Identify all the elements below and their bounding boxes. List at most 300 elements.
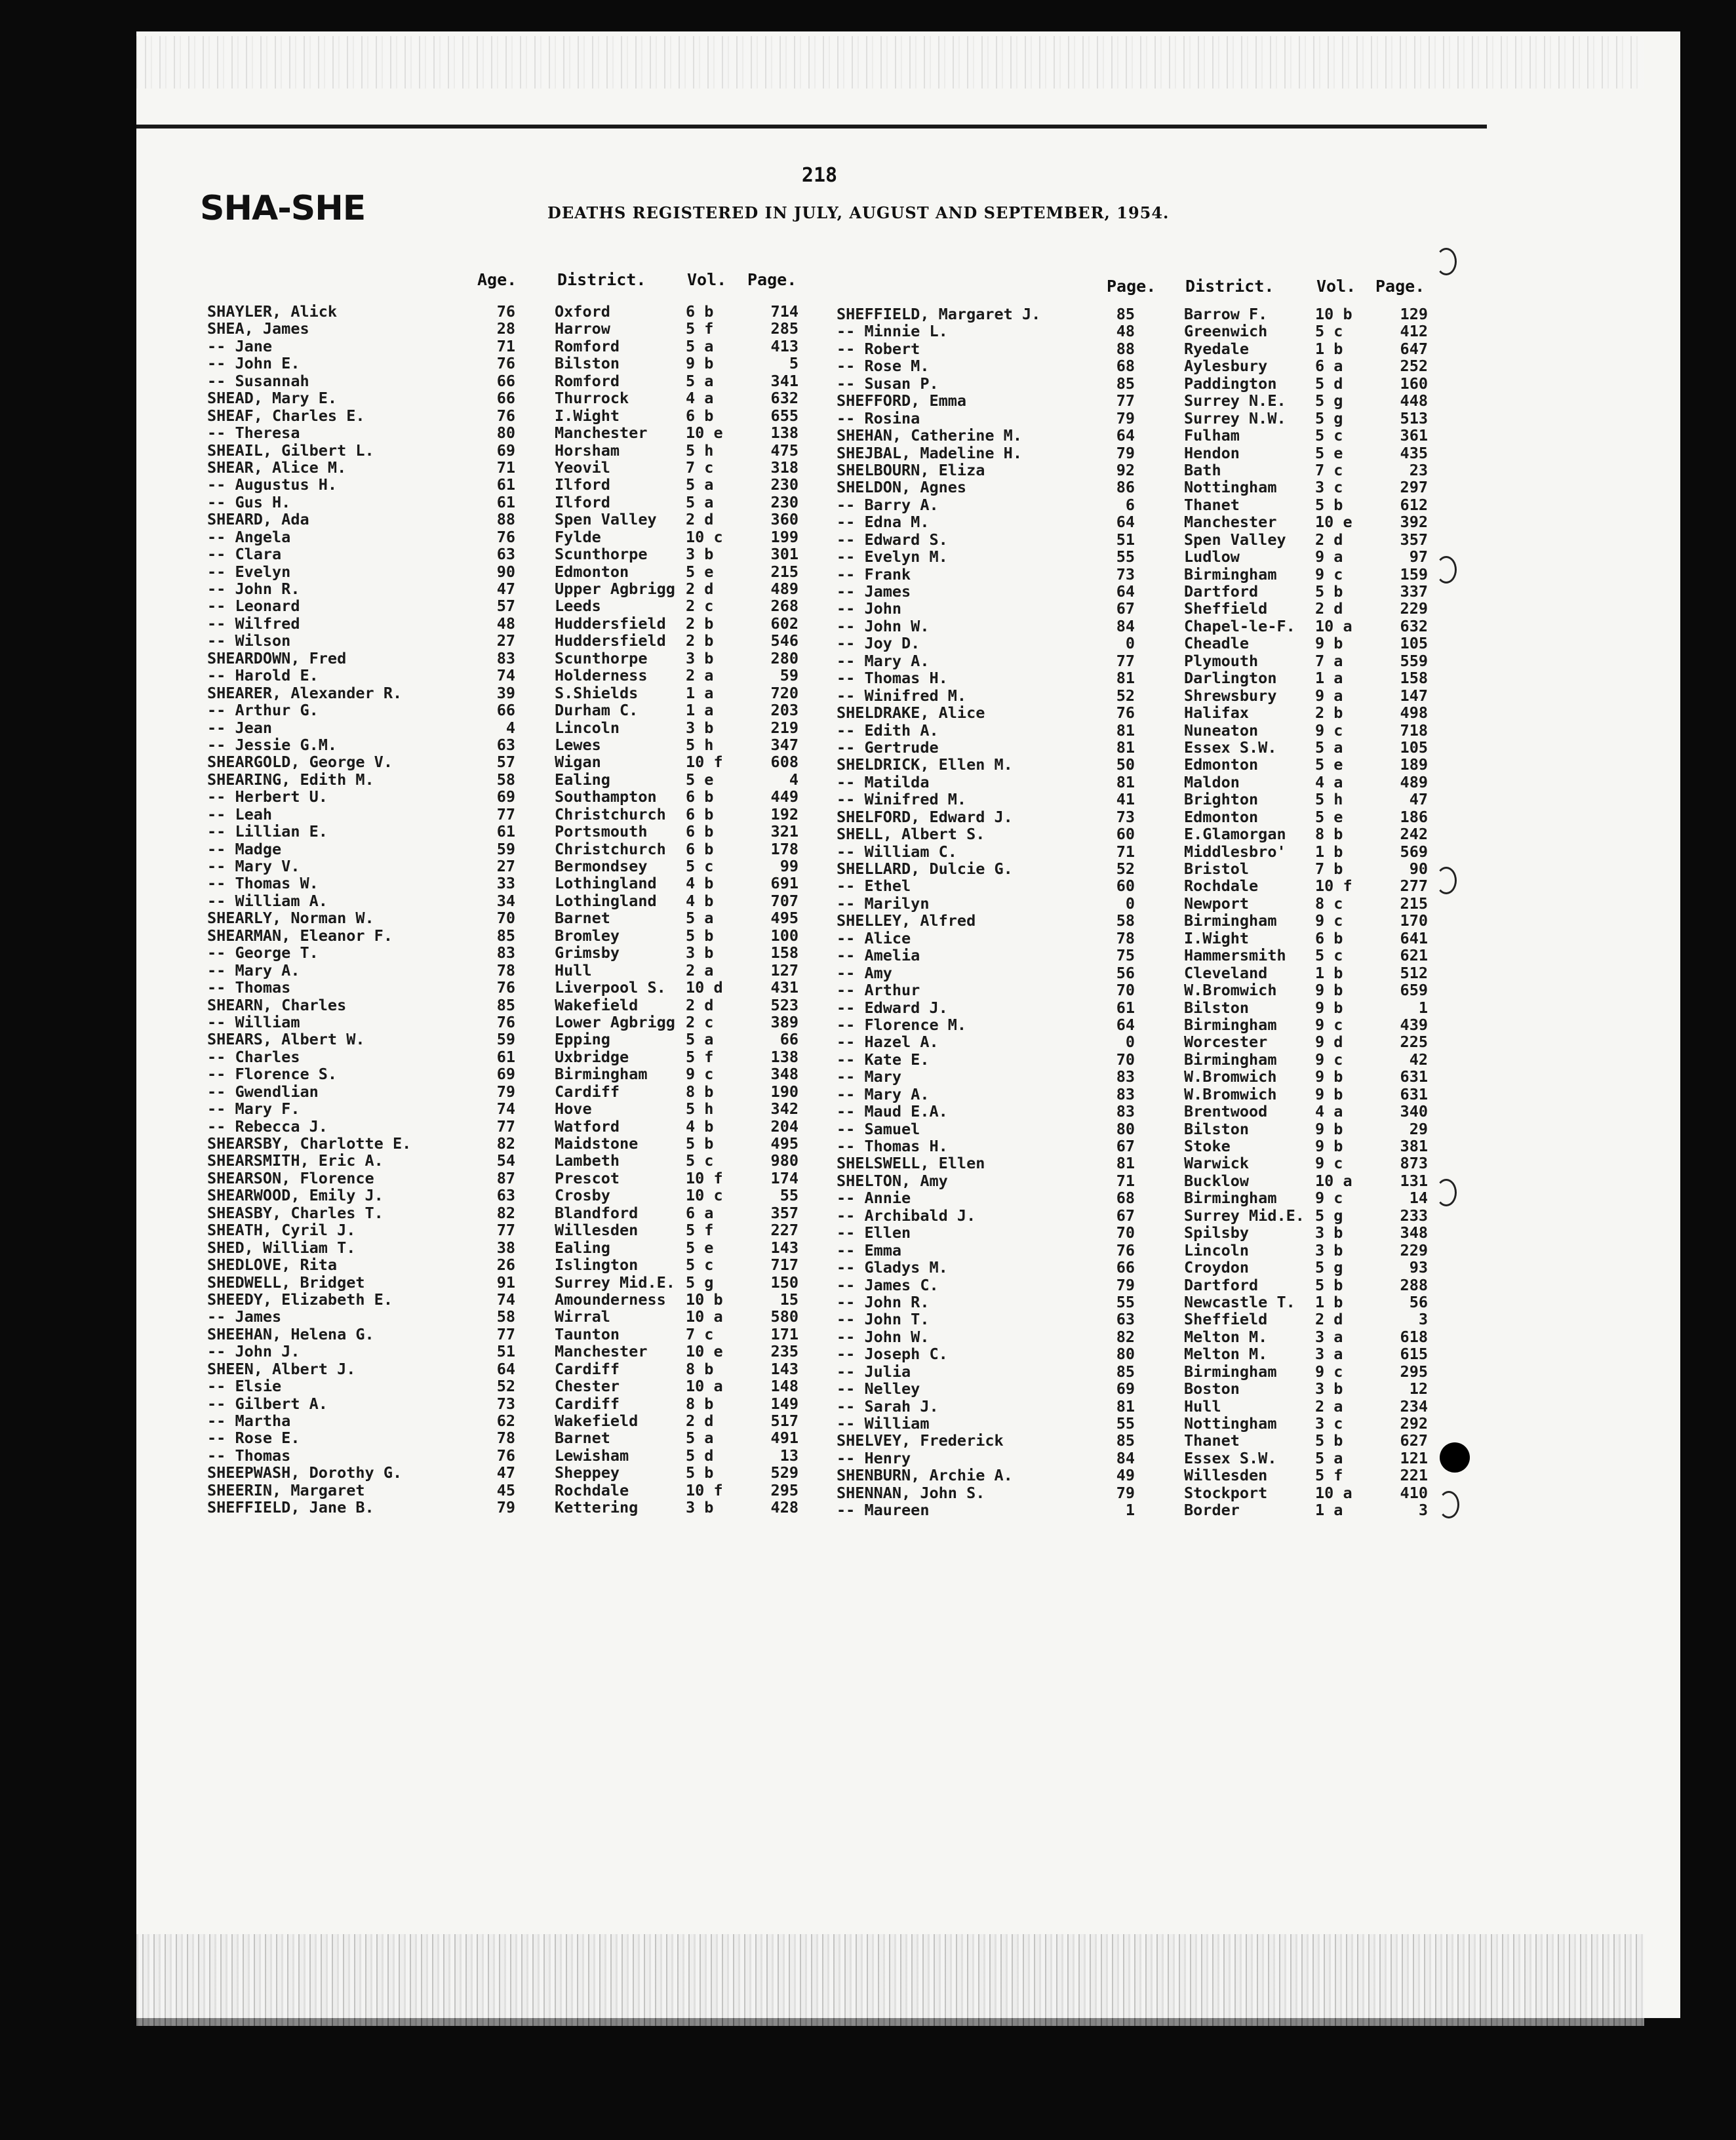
entry-district: Boston	[1184, 1379, 1240, 1398]
entry-page: 158	[770, 943, 799, 962]
entry-district: Nuneaton	[1184, 721, 1259, 740]
entry-page: 15	[779, 1290, 799, 1309]
entry-district: Lincoln	[1184, 1240, 1250, 1259]
entry-name: SHEDWELL, Bridget	[207, 1273, 365, 1292]
entry-volume: 9 c	[1315, 911, 1343, 930]
entry-age: 67	[1116, 1206, 1135, 1225]
entry-age: 64	[1116, 582, 1135, 601]
entry-district: Thanet	[1184, 495, 1240, 514]
entry-name: -- Maud E.A.	[837, 1102, 948, 1121]
entry-volume: 5 h	[686, 441, 714, 460]
entry-name: SHELSWELL, Ellen	[837, 1154, 985, 1173]
entry-name: -- Thomas	[207, 1446, 291, 1465]
entry-name: -- Minnie L.	[837, 322, 948, 341]
entry-volume: 5 a	[1315, 1448, 1343, 1467]
entry-volume: 4 a	[686, 389, 714, 408]
entry-page: 3	[1418, 1310, 1428, 1329]
entry-name: -- Robert	[837, 339, 920, 358]
entry-volume: 9 b	[1315, 1067, 1343, 1086]
entry-district: Ryedale	[1184, 339, 1250, 358]
entry-district: Edmonton	[555, 562, 629, 581]
entry-district: Spilsby	[1184, 1223, 1250, 1242]
entry-age: 78	[496, 1429, 515, 1448]
entry-district: Bath	[1184, 460, 1221, 479]
entry-name: SHEARING, Edith M.	[207, 770, 374, 789]
entry-district: Surrey Mid.E.	[555, 1273, 675, 1292]
entry-district: Edmonton	[1184, 755, 1259, 774]
entry-name: -- Gilbert A.	[207, 1394, 328, 1413]
entry-age: 77	[1116, 651, 1135, 670]
entry-district: Bristol	[1184, 860, 1250, 878]
entry-volume: 5 a	[686, 909, 714, 928]
entry-district: Blandford	[555, 1203, 639, 1222]
entry-volume: 10 f	[686, 753, 723, 772]
entry-district: Brentwood	[1184, 1102, 1268, 1121]
entry-page: 559	[1400, 651, 1428, 670]
entry-district: W.Bromwich	[1184, 1084, 1277, 1103]
entry-age: 56	[1116, 963, 1135, 982]
entry-volume: 5 a	[1315, 738, 1343, 757]
entry-page: 431	[770, 978, 799, 997]
entry-age: 27	[496, 631, 515, 650]
entry-name: -- Elsie	[207, 1377, 282, 1396]
entry-name: SHEAR, Alice M.	[207, 458, 347, 477]
entry-volume: 5 c	[1315, 426, 1343, 445]
entry-name: -- Wilson	[207, 631, 291, 650]
entry-volume: 5 g	[686, 1273, 714, 1292]
entry-name: -- Thomas H.	[837, 669, 948, 688]
entry-page: 602	[770, 614, 799, 633]
entry-age: 64	[1116, 1015, 1135, 1034]
entry-age: 85	[496, 926, 515, 945]
entry-age: 49	[1116, 1466, 1135, 1485]
entry-age: 76	[496, 1446, 515, 1465]
entry-name: -- Gertrude	[837, 738, 939, 757]
entry-age: 55	[1116, 1292, 1135, 1311]
entry-volume: 5 c	[686, 1256, 714, 1275]
entry-district: Spen Valley	[1184, 530, 1286, 549]
entry-age: 59	[496, 839, 515, 858]
entry-age: 73	[1116, 807, 1135, 826]
entry-name: -- Florence S.	[207, 1065, 338, 1084]
entry-volume: 8 b	[686, 1359, 714, 1378]
entry-volume: 2 a	[1315, 1397, 1343, 1416]
entry-age: 77	[1116, 391, 1135, 410]
entry-name: SHEARSMITH, Eric A.	[207, 1151, 384, 1170]
entry-age: 73	[1116, 565, 1135, 584]
entry-district: Ilford	[555, 475, 610, 494]
entry-district: Cardiff	[555, 1082, 620, 1101]
entry-age: 91	[496, 1273, 515, 1292]
entry-volume: 5 e	[686, 1238, 714, 1257]
entry-district: Watford	[555, 1117, 620, 1136]
entry-district: Sheffield	[1184, 599, 1268, 618]
entry-volume: 5 g	[1315, 1206, 1343, 1225]
entry-district: Lambeth	[555, 1151, 620, 1170]
entry-volume: 5 e	[1315, 807, 1343, 826]
entry-name: -- Amelia	[837, 946, 920, 965]
entry-page: 647	[1400, 339, 1428, 358]
entry-volume: 8 b	[1315, 825, 1343, 844]
entry-name: SHELBOURN, Eliza	[837, 460, 985, 479]
entry-volume: 9 c	[1315, 721, 1343, 740]
entry-district: Manchester	[555, 424, 648, 443]
entry-page: 297	[1400, 478, 1428, 497]
entry-district: Grimsby	[555, 943, 620, 962]
entry-page: 357	[770, 1203, 799, 1222]
entry-page: 121	[1400, 1448, 1428, 1467]
entry-age: 67	[1116, 599, 1135, 618]
entry-page: 337	[1400, 582, 1428, 601]
entry-page: 348	[770, 1065, 799, 1084]
entry-name: -- Emma	[837, 1240, 902, 1259]
entry-age: 52	[496, 1377, 515, 1396]
entry-district: Hull	[1184, 1397, 1221, 1416]
entry-name: -- Arthur	[837, 981, 920, 1000]
entry-district: Taunton	[555, 1324, 620, 1343]
entry-district: Middlesbro'	[1184, 842, 1286, 861]
entry-district: Hull	[555, 961, 592, 980]
entry-volume: 10 e	[686, 1342, 723, 1361]
entry-volume: 5 b	[686, 926, 714, 945]
entry-age: 76	[496, 527, 515, 546]
entry-age: 45	[496, 1480, 515, 1499]
entry-volume: 5 b	[1315, 1275, 1343, 1294]
entry-age: 79	[496, 1498, 515, 1517]
entry-volume: 5 a	[686, 371, 714, 390]
entry-age: 77	[496, 1221, 515, 1240]
entry-page: 720	[770, 683, 799, 702]
entry-name: -- Ellen	[837, 1223, 911, 1242]
entry-volume: 5 b	[686, 1463, 714, 1482]
entry-name: -- Mary V.	[207, 857, 300, 875]
entry-name: -- Julia	[837, 1362, 911, 1381]
entry-age: 69	[1116, 1379, 1135, 1398]
entry-district: Melton M.	[1184, 1327, 1268, 1346]
entry-name: -- George T.	[207, 943, 319, 962]
entry-district: Romford	[555, 336, 620, 355]
entry-district: Bilston	[555, 354, 620, 373]
entry-name: SHEAD, Mary E.	[207, 389, 338, 408]
entry-district: Christchurch	[555, 804, 666, 823]
entry-name: -- Maureen	[837, 1501, 930, 1520]
entry-volume: 5 a	[686, 336, 714, 355]
entry-name: SHEARSBY, Charlotte E.	[207, 1134, 412, 1153]
entry-age: 85	[1116, 374, 1135, 393]
section-range-title: SHA-SHE	[200, 189, 366, 228]
entry-district: Brighton	[1184, 790, 1259, 809]
entry-age: 85	[496, 995, 515, 1014]
entry-page: 439	[1400, 1015, 1428, 1034]
entry-name: -- Amy	[837, 963, 892, 982]
entry-volume: 3 a	[1315, 1327, 1343, 1346]
entry-name: SHENBURN, Archie A.	[837, 1466, 1013, 1485]
entry-volume: 1 a	[686, 683, 714, 702]
right-header-page: Page.	[1375, 277, 1425, 296]
entry-volume: 9 c	[1315, 565, 1343, 584]
entry-volume: 9 b	[1315, 998, 1343, 1017]
entry-page: 14	[1409, 1189, 1428, 1208]
entry-district: Rochdale	[555, 1480, 629, 1499]
entry-age: 0	[1125, 634, 1135, 653]
entry-age: 92	[1116, 460, 1135, 479]
entry-district: S.Shields	[555, 683, 639, 702]
entry-age: 84	[1116, 616, 1135, 635]
entry-district: Thurrock	[555, 389, 629, 408]
entry-volume: 3 b	[1315, 1223, 1343, 1242]
entry-name: -- Edna M.	[837, 513, 930, 532]
entry-page: 873	[1400, 1154, 1428, 1173]
entry-page: 580	[770, 1307, 799, 1326]
entry-page: 143	[770, 1359, 799, 1378]
entry-age: 48	[1116, 322, 1135, 341]
entry-name: -- Martha	[207, 1412, 291, 1430]
page-number: 218	[801, 164, 838, 187]
entry-volume: 1 b	[1315, 1292, 1343, 1311]
entry-district: Ludlow	[1184, 547, 1240, 566]
entry-volume: 10 a	[1315, 1171, 1352, 1190]
entry-volume: 7 a	[1315, 651, 1343, 670]
entry-volume: 5 b	[1315, 495, 1343, 514]
entry-district: Manchester	[555, 1342, 648, 1361]
entry-age: 39	[496, 683, 515, 702]
entry-page: 215	[1400, 894, 1428, 913]
entry-name: -- Evelyn	[207, 562, 291, 581]
entry-page: 100	[770, 926, 799, 945]
entry-page: 127	[770, 961, 799, 980]
entry-name: -- Arthur G.	[207, 701, 319, 720]
entry-page: 93	[1409, 1258, 1428, 1277]
entry-volume: 2 d	[1315, 530, 1343, 549]
entry-volume: 5 d	[686, 1446, 714, 1465]
entry-district: Lower Agbrigg	[555, 1012, 675, 1031]
entry-name: -- Edward J.	[837, 998, 948, 1017]
entry-volume: 9 b	[1315, 634, 1343, 653]
entry-page: 285	[770, 319, 799, 338]
entry-page: 105	[1400, 738, 1428, 757]
entry-district: I.Wight	[555, 406, 620, 425]
entry-age: 67	[1116, 1137, 1135, 1155]
entry-name: SHEARLY, Norman W.	[207, 909, 374, 928]
entry-volume: 5 c	[686, 1151, 714, 1170]
entry-district: Wakefield	[555, 995, 639, 1014]
entry-volume: 5 e	[1315, 443, 1343, 462]
entry-page: 55	[779, 1186, 799, 1205]
entry-volume: 1 b	[1315, 339, 1343, 358]
entry-name: -- John W.	[837, 1327, 930, 1346]
entry-district: Worcester	[1184, 1033, 1268, 1052]
entry-page: 105	[1400, 634, 1428, 653]
binder-hole-dot	[1440, 1442, 1470, 1473]
entry-name: -- Alice	[837, 928, 911, 947]
entry-district: Lincoln	[555, 718, 620, 737]
entry-page: 204	[770, 1117, 799, 1136]
entry-name: -- Leah	[207, 804, 273, 823]
entry-district: Surrey N.W.	[1184, 408, 1286, 427]
right-header-age: Page.	[1107, 277, 1156, 296]
entry-age: 76	[496, 1012, 515, 1031]
entry-volume: 10 a	[1315, 1483, 1352, 1502]
entry-age: 52	[1116, 860, 1135, 878]
entry-name: -- Herbert U.	[207, 787, 328, 806]
entry-volume: 9 d	[1315, 1033, 1343, 1052]
entry-district: Wirral	[555, 1307, 610, 1326]
punch-hole-mark	[1438, 1491, 1459, 1518]
entry-name: -- Kate E.	[837, 1050, 930, 1069]
entry-volume: 5 e	[1315, 755, 1343, 774]
entry-age: 81	[1116, 1397, 1135, 1416]
entry-name: -- Rose M.	[837, 357, 930, 376]
entry-age: 71	[1116, 842, 1135, 861]
entry-page: 288	[1400, 1275, 1428, 1294]
entry-district: Barnet	[555, 1429, 610, 1448]
entry-page: 491	[770, 1429, 799, 1448]
entry-district: Barrow F.	[1184, 305, 1268, 323]
entry-age: 66	[496, 389, 515, 408]
entry-volume: 3 a	[1315, 1345, 1343, 1364]
entry-page: 158	[1400, 669, 1428, 688]
entry-district: Nottingham	[1184, 1414, 1277, 1433]
entry-age: 47	[496, 580, 515, 598]
entry-page: 707	[770, 891, 799, 910]
entry-volume: 3 b	[686, 1498, 714, 1517]
entry-age: 76	[1116, 1240, 1135, 1259]
register-title: DEATHS REGISTERED IN JULY, AUGUST AND SEPTEMBER, 1954.	[547, 203, 1170, 222]
entry-district: Durham C.	[555, 701, 639, 720]
entry-volume: 5 h	[686, 735, 714, 754]
left-header-page: Page.	[747, 270, 797, 289]
entry-page: 47	[1409, 790, 1428, 809]
entry-name: -- Harold E.	[207, 666, 319, 685]
entry-volume: 10 a	[1315, 616, 1352, 635]
top-rule	[136, 125, 1487, 129]
entry-district: Portsmouth	[555, 822, 648, 841]
entry-name: SHEFFIELD, Jane B.	[207, 1498, 374, 1517]
entry-age: 80	[1116, 1345, 1135, 1364]
entry-district: Lewisham	[555, 1446, 629, 1465]
entry-age: 70	[1116, 1050, 1135, 1069]
left-header-vol: Vol.	[687, 270, 727, 289]
entry-district: Plymouth	[1184, 651, 1259, 670]
entry-volume: 4 b	[686, 1117, 714, 1136]
entry-age: 71	[1116, 1171, 1135, 1190]
entry-page: 428	[770, 1498, 799, 1517]
entry-age: 57	[496, 597, 515, 616]
entry-name: SHEEHAN, Helena G.	[207, 1324, 374, 1343]
entry-district: Surrey N.E.	[1184, 391, 1286, 410]
entry-name: -- Lillian E.	[207, 822, 328, 841]
entry-age: 87	[496, 1168, 515, 1187]
entry-name: SHELFORD, Edward J.	[837, 807, 1013, 826]
entry-name: SHEFFIELD, Margaret J.	[837, 305, 1041, 323]
entry-district: Stockport	[1184, 1483, 1268, 1502]
entry-page: 160	[1400, 374, 1428, 393]
entry-volume: 2 d	[686, 510, 714, 529]
entry-name: -- Joy D.	[837, 634, 920, 653]
entry-name: -- Leonard	[207, 597, 300, 616]
entry-volume: 10 e	[1315, 513, 1352, 532]
entry-page: 608	[770, 753, 799, 772]
entry-age: 86	[1116, 478, 1135, 497]
entry-name: SHED, William T.	[207, 1238, 356, 1257]
entry-district: Willesden	[1184, 1466, 1268, 1485]
entry-age: 81	[1116, 1154, 1135, 1173]
entry-page: 295	[1400, 1362, 1428, 1381]
entry-name: -- Annie	[837, 1189, 911, 1208]
entry-page: 129	[1400, 305, 1428, 323]
left-header-age: Age.	[477, 270, 517, 289]
entry-district: Cardiff	[555, 1359, 620, 1378]
entry-volume: 1 a	[1315, 1501, 1343, 1520]
entry-age: 69	[496, 1065, 515, 1084]
entry-age: 79	[1116, 408, 1135, 427]
entry-name: -- Nelley	[837, 1379, 920, 1398]
entry-volume: 9 b	[1315, 1137, 1343, 1155]
entry-age: 6	[1125, 495, 1135, 514]
entry-page: 632	[1400, 616, 1428, 635]
entry-volume: 9 c	[686, 1065, 714, 1084]
entry-volume: 5 d	[1315, 374, 1343, 393]
entry-volume: 6 b	[686, 804, 714, 823]
entry-age: 81	[1116, 669, 1135, 688]
entry-name: -- Gus H.	[207, 492, 291, 511]
entry-district: Birmingham	[1184, 1015, 1277, 1034]
entry-name: SHEEN, Albert J.	[207, 1359, 356, 1378]
entry-district: Paddington	[1184, 374, 1277, 393]
entry-age: 64	[1116, 426, 1135, 445]
entry-volume: 3 b	[686, 943, 714, 962]
entry-name: -- James C.	[837, 1275, 939, 1294]
entry-name: -- Florence M.	[837, 1015, 967, 1034]
entry-district: Cardiff	[555, 1394, 620, 1413]
entry-age: 68	[1116, 357, 1135, 376]
entry-district: Shrewsbury	[1184, 686, 1277, 705]
entry-age: 66	[496, 371, 515, 390]
entry-age: 81	[1116, 772, 1135, 791]
entry-age: 69	[496, 787, 515, 806]
entry-name: -- Matilda	[837, 772, 930, 791]
entry-page: 192	[770, 804, 799, 823]
entry-volume: 1 b	[1315, 842, 1343, 861]
entry-volume: 2 b	[686, 614, 714, 633]
entry-district: Bromley	[555, 926, 620, 945]
entry-page: 29	[1409, 1119, 1428, 1138]
entry-page: 268	[770, 597, 799, 616]
entry-page: 234	[1400, 1397, 1428, 1416]
entry-age: 79	[1116, 443, 1135, 462]
entry-page: 131	[1400, 1171, 1428, 1190]
entry-district: Scunthorpe	[555, 648, 648, 667]
entry-district: Aylesbury	[1184, 357, 1268, 376]
entry-district: Thanet	[1184, 1431, 1240, 1450]
entry-page: 449	[770, 787, 799, 806]
entry-volume: 5 b	[1315, 582, 1343, 601]
entry-district: W.Bromwich	[1184, 1067, 1277, 1086]
entry-age: 82	[496, 1134, 515, 1153]
entry-age: 81	[1116, 738, 1135, 757]
entry-district: Essex S.W.	[1184, 1448, 1277, 1467]
entry-district: Dartford	[1184, 1275, 1259, 1294]
entry-district: Kettering	[555, 1498, 639, 1517]
entry-page: 138	[770, 1047, 799, 1066]
entry-name: SHEARMAN, Eleanor F.	[207, 926, 393, 945]
entry-district: Epping	[555, 1030, 610, 1049]
entry-page: 178	[770, 839, 799, 858]
entry-page: 341	[770, 371, 799, 390]
entry-name: -- John R.	[207, 580, 300, 598]
entry-page: 148	[770, 1377, 799, 1396]
entry-volume: 5 f	[686, 1047, 714, 1066]
